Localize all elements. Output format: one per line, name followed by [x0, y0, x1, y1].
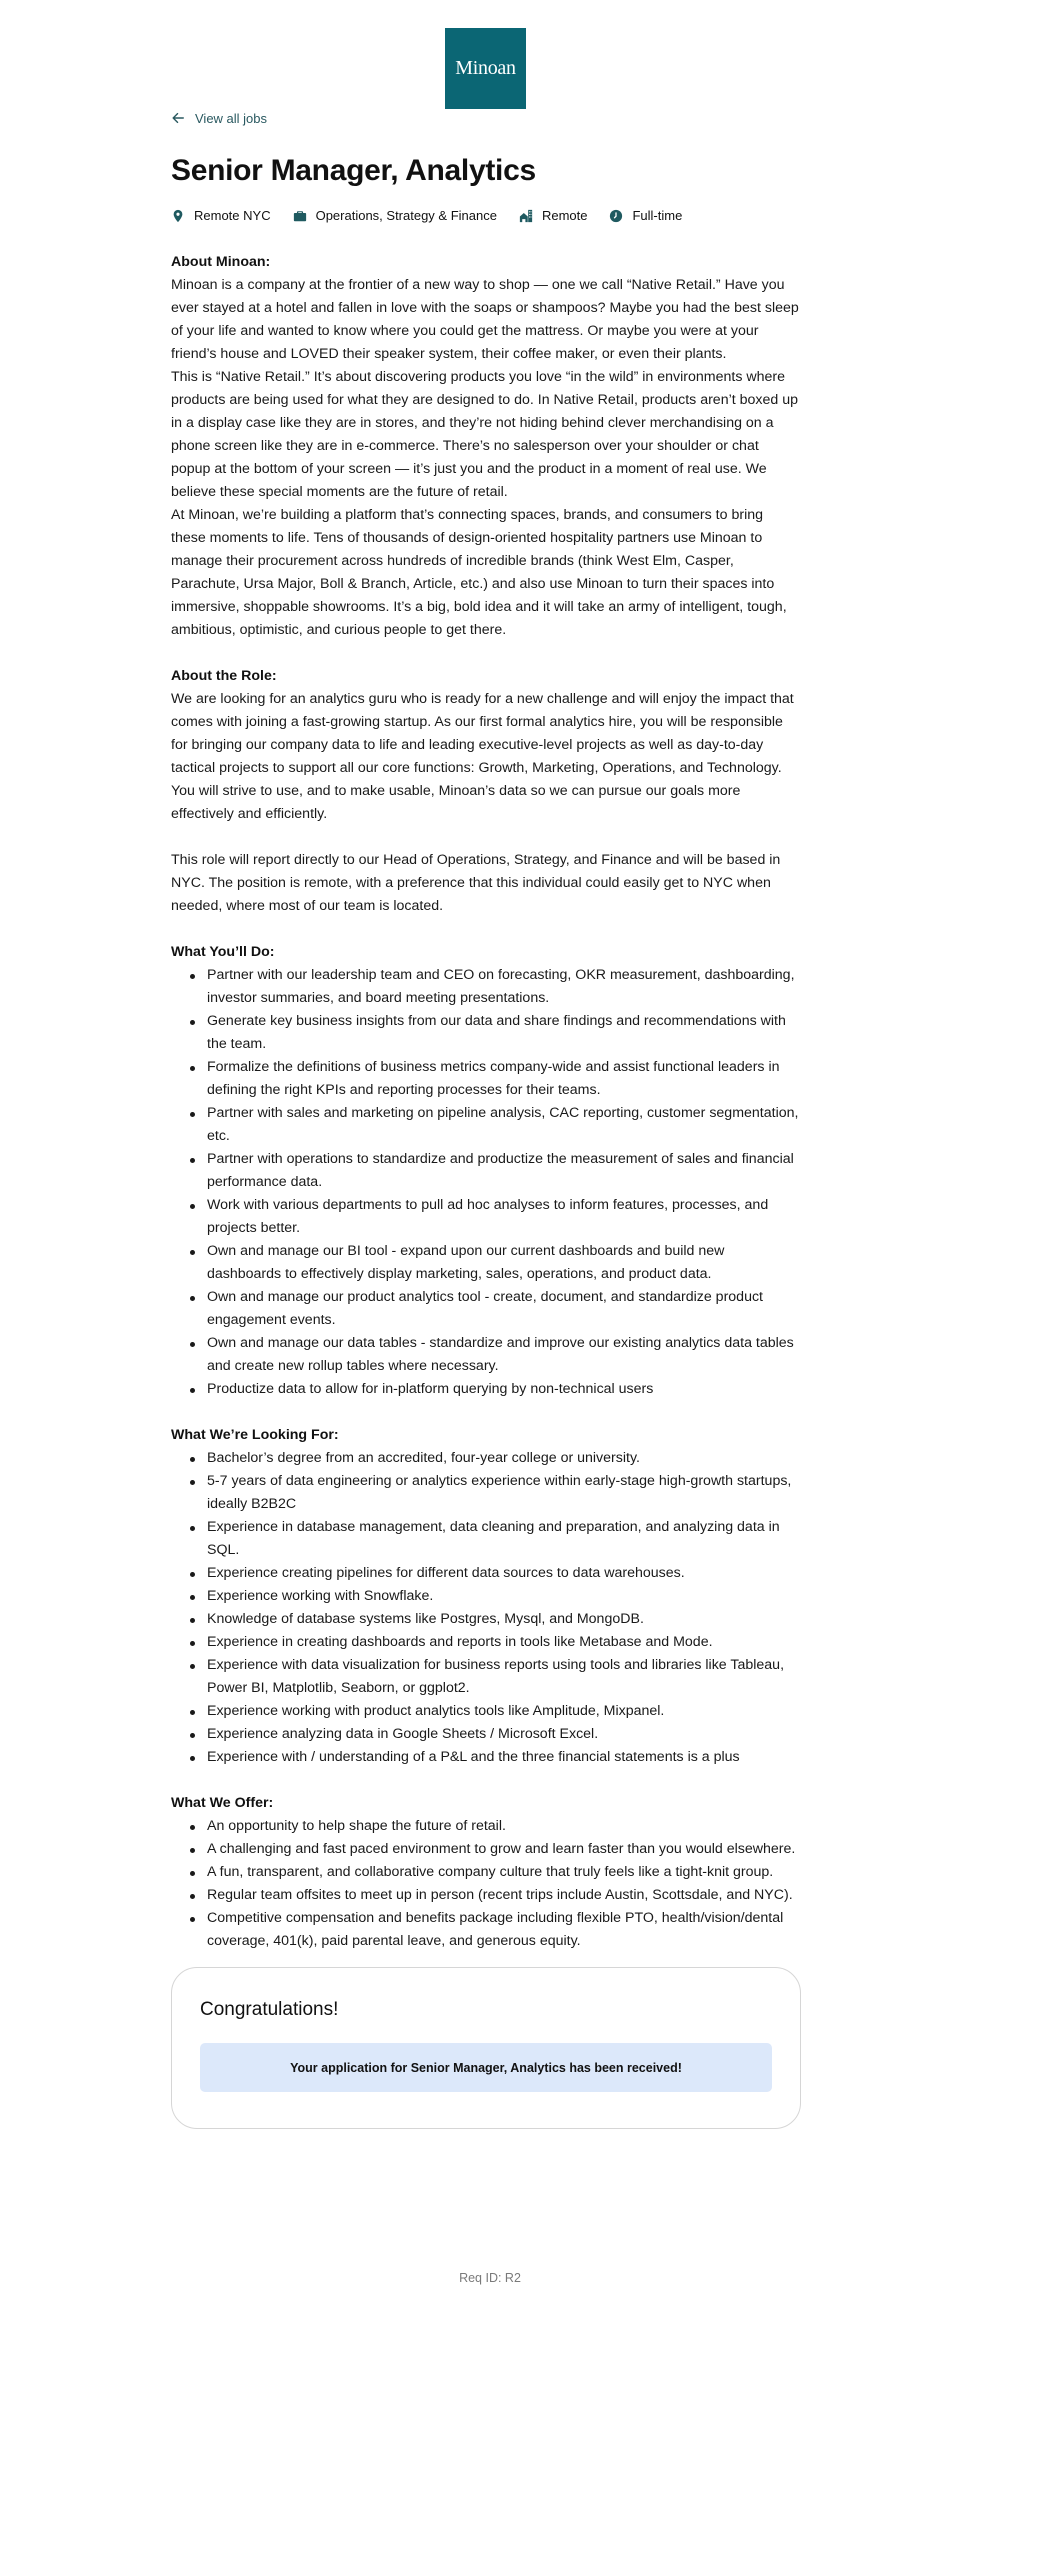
confirmation-message: Your application for Senior Manager, Analytics has been received!	[290, 2060, 682, 2075]
offer-heading: What We Offer:	[171, 1795, 274, 1811]
location-pin-icon	[171, 209, 185, 223]
list-item: Regular team offsites to meet up in person (recent trips include Austin, Scottsdale, and NYC).	[207, 1884, 801, 1907]
company-logo-text: Minoan	[455, 57, 516, 79]
offer-list	[171, 1815, 801, 1953]
list-item: Own and manage our data tables - standardize and improve our existing analytics data tables and create new rollup tables where necessary.	[207, 1332, 801, 1378]
briefcase-icon	[293, 209, 307, 223]
view-all-jobs-label: View all jobs	[195, 110, 268, 126]
looking-list	[171, 1447, 801, 1769]
about-paragraph: At Minoan, we’re building a platform that’s connecting spaces, brands, and consumers to bring these moments to life. Tens of thousands of design-oriented hospitality partners use Minoan to manage their procurement across hundreds of incredible brands (think West Elm, Casper, Parachute, Ursa Major, Boll & Branch, Article, etc.) and also use Minoan to turn their spaces into immersive, shoppable showrooms. It’s a big, bold idea and it will take an army of intelligent, tough, ambitious, optimistic, and curious people to get there.	[171, 507, 787, 638]
list-item: 5-7 years of data engineering or analytics experience within early-stage high-growth startups, ideally B2B2C	[207, 1470, 801, 1516]
meta-commitment-label: Full-time	[632, 208, 683, 223]
req-id: Req ID: R2	[459, 2271, 521, 2285]
arrow-left-icon	[171, 111, 185, 125]
list-item: Partner with our leadership team and CEO on forecasting, OKR measurement, dashboarding, investor summaries, and board meeting presentations.	[207, 964, 801, 1010]
list-item: Generate key business insights from our data and share findings and recommendations with the team.	[207, 1010, 801, 1056]
list-item: Experience working with product analytics tools like Amplitude, Mixpanel.	[207, 1700, 801, 1723]
confirmation-message-box	[200, 2043, 772, 2092]
about-paragraph: Minoan is a company at the frontier of a new way to shop — one we call “Native Retail.” Have you ever stayed at a hotel and fallen in love with the soaps or shampoos? Maybe you had the best sleep of your life and wanted to know where you could get the mattress. Or maybe you were at your friend’s house and LOVED their speaker system, their coffee maker, or even their plants.	[171, 277, 799, 362]
do-list	[171, 964, 801, 1401]
list-item: Experience analyzing data in Google Sheets / Microsoft Excel.	[207, 1723, 801, 1746]
about-paragraph: This is “Native Retail.” It’s about discovering products you love “in the wild” in environments where products are being used for what they are designed to do. In Native Retail, products aren’t boxed up in a display case like they are in stores, and they’re not hiding behind clever merchandising on a phone screen like they are in e-commerce. There’s no salesperson over your shoulder or chat popup at the bottom of your screen — it’s just you and the product in a moment of real use. We believe these special moments are the future of retail.	[171, 369, 799, 500]
list-item: An opportunity to help shape the future of retail.	[207, 1815, 801, 1838]
do-heading: What You’ll Do:	[171, 944, 275, 960]
application-confirmation-card	[171, 1967, 801, 2129]
list-item: Experience creating pipelines for different data sources to data warehouses.	[207, 1562, 801, 1585]
list-item: Own and manage our product analytics tool - create, document, and standardize product engagement events.	[207, 1286, 801, 1332]
list-item: Experience with data visualization for business reports using tools and libraries like Tableau, Power BI, Matplotlib, Seaborn, or ggplot2.	[207, 1654, 801, 1700]
list-item: Competitive compensation and benefits package including flexible PTO, health/vision/dental coverage, 401(k), paid parental leave, and generous equity.	[207, 1907, 801, 1953]
list-item: Partner with sales and marketing on pipeline analysis, CAC reporting, customer segmentation, etc.	[207, 1102, 801, 1148]
list-item: Own and manage our BI tool - expand upon our current dashboards and build new dashboards to effectively display marketing, sales, operations, and product data.	[207, 1240, 801, 1286]
meta-location	[171, 208, 271, 223]
clock-icon	[609, 209, 623, 223]
meta-department-label: Operations, Strategy & Finance	[315, 208, 497, 223]
role-heading: About the Role:	[171, 668, 277, 684]
meta-department	[293, 208, 497, 223]
role-paragraph: We are looking for an analytics guru who is ready for a new challenge and will enjoy the impact that comes with joining a fast-growing startup. As our first formal analytics hire, you will be responsible for bringing our company data to life and leading executive-level projects as well as day-to-day tactical projects to support all our core functions: Growth, Marketing, Operations, and Technology. You will strive to use, and to make usable, Minoan’s data so we can pursue our goals more effectively and efficiently.	[171, 691, 794, 822]
list-item: Productize data to allow for in-platform querying by non-technical users	[207, 1378, 801, 1401]
role-paragraph: This role will report directly to our Head of Operations, Strategy, and Finance and will be based in NYC. The position is remote, with a preference that this individual could easily get to NYC when needed, where most of our team is located.	[171, 852, 781, 914]
job-meta	[171, 208, 801, 223]
list-item: Bachelor’s degree from an accredited, four-year college or university.	[207, 1447, 801, 1470]
meta-workplace	[519, 208, 588, 223]
meta-commitment	[609, 208, 682, 223]
looking-heading: What We’re Looking For:	[171, 1427, 339, 1443]
list-item: A fun, transparent, and collaborative company culture that truly feels like a tight-knit group.	[207, 1861, 801, 1884]
confirmation-heading: Congratulations!	[200, 1999, 339, 2020]
building-icon	[519, 209, 533, 223]
list-item: Experience working with Snowflake.	[207, 1585, 801, 1608]
job-posting	[171, 108, 801, 2129]
view-all-jobs-link[interactable]	[171, 108, 267, 128]
list-item: Work with various departments to pull ad hoc analyses to inform features, processes, and projects better.	[207, 1194, 801, 1240]
company-logo[interactable]	[445, 28, 526, 109]
about-heading: About Minoan:	[171, 254, 271, 270]
meta-workplace-label: Remote	[541, 208, 588, 223]
list-item: Experience with / understanding of a P&L and the three financial statements is a plus	[207, 1746, 801, 1769]
job-description	[171, 251, 801, 1953]
list-item: Partner with operations to standardize and productize the measurement of sales and financial performance data.	[207, 1148, 801, 1194]
job-title: Senior Manager, Analytics	[171, 154, 536, 187]
list-item: Knowledge of database systems like Postgres, Mysql, and MongoDB.	[207, 1608, 801, 1631]
list-item: Experience in database management, data cleaning and preparation, and analyzing data in SQL.	[207, 1516, 801, 1562]
list-item: A challenging and fast paced environment to grow and learn faster than you would elsewhere.	[207, 1838, 801, 1861]
meta-location-label: Remote NYC	[194, 208, 271, 223]
list-item: Experience in creating dashboards and reports in tools like Metabase and Mode.	[207, 1631, 801, 1654]
list-item: Formalize the definitions of business metrics company-wide and assist functional leaders in defining the right KPIs and reporting processes for their teams.	[207, 1056, 801, 1102]
